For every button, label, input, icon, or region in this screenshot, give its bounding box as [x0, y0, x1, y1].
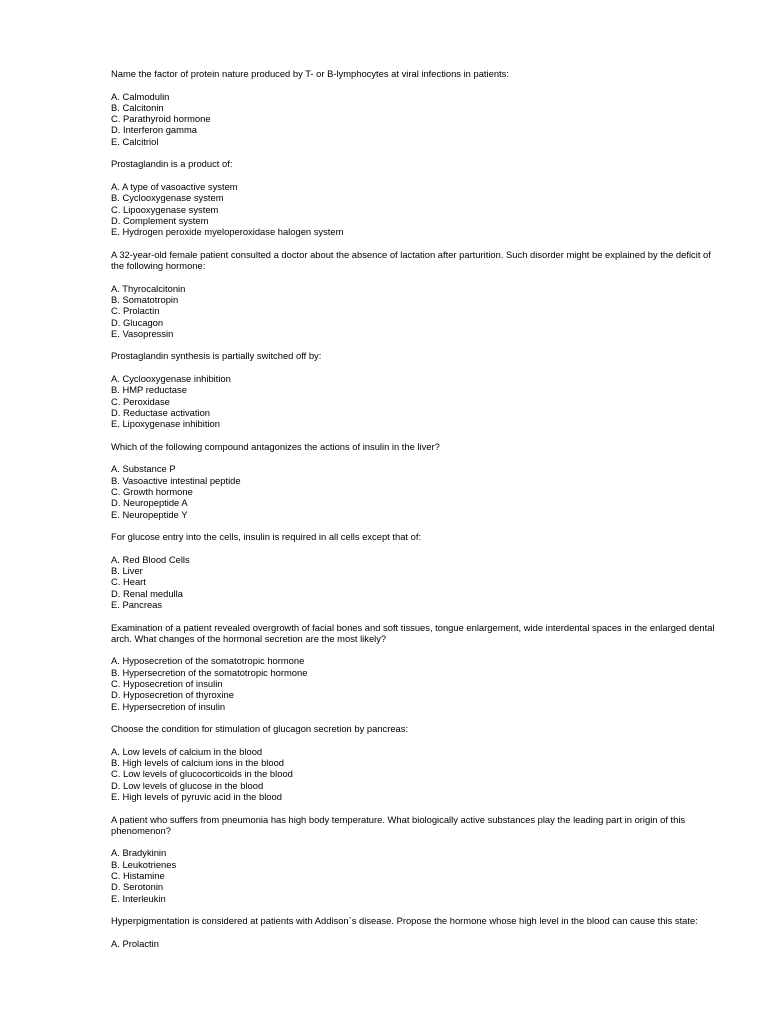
- option: E. Hypersecretion of insulin: [111, 700, 226, 712]
- option: A. Prolactin: [111, 937, 159, 949]
- option: B. Leukotrienes: [111, 858, 177, 870]
- option: C. Lipooxygenase system: [111, 203, 219, 215]
- option-list: [111, 373, 717, 429]
- option-list: [111, 655, 717, 711]
- option-list: [111, 554, 717, 610]
- option: B. High levels of calcium ions in the blood: [111, 757, 285, 769]
- option: A. A type of vasoactive system: [111, 180, 238, 192]
- option: A. Low levels of calcium in the blood: [111, 745, 263, 757]
- option: E. Calcitriol: [111, 135, 159, 147]
- option: A. Thyrocalcitonin: [111, 282, 186, 294]
- option-list: [111, 181, 717, 237]
- option: A. Substance P: [111, 463, 176, 475]
- question-4: [111, 350, 717, 429]
- option: D. Glucagon: [111, 316, 164, 328]
- option: E. Vasopressin: [111, 327, 174, 339]
- question-2: [111, 158, 717, 237]
- option: B. Cyclooxygenase system: [111, 192, 224, 204]
- option-list: [111, 847, 717, 903]
- option: A. Cyclooxygenase inhibition: [111, 373, 231, 385]
- option-list: [111, 938, 717, 949]
- option: B. Liver: [111, 565, 143, 577]
- option: D. Complement system: [111, 214, 209, 226]
- option: D. Low levels of glucose in the blood: [111, 779, 264, 791]
- question-text: Hyperpigmentation is considered at patients with Addison`s disease. Propose the hormone whose high level in the blood can cause this state:: [111, 915, 698, 927]
- question-text: A 32-year-old female patient consulted a doctor about the absence of lactation after parturition. Such disorder might be explained by the deficit of the following hormone:: [111, 248, 711, 272]
- option: D. Neuropeptide A: [111, 497, 188, 509]
- question-list: [111, 68, 717, 960]
- question-9: [111, 814, 717, 904]
- question-text: Choose the condition for stimulation of glucagon secretion by pancreas:: [111, 723, 409, 735]
- question-8: [111, 723, 717, 802]
- question-1: [111, 68, 717, 147]
- option: B. Somatotropin: [111, 293, 179, 305]
- option-list: [111, 283, 717, 339]
- option: E. Lipoxygenase inhibition: [111, 418, 220, 430]
- option: E. Pancreas: [111, 598, 163, 610]
- option: E. Neuropeptide Y: [111, 508, 188, 520]
- option: D. Hyposecretion of thyroxine: [111, 689, 234, 701]
- option: C. Prolactin: [111, 305, 160, 317]
- option: A. Bradykinin: [111, 847, 167, 859]
- option: C. Peroxidase: [111, 395, 170, 407]
- option: B. Hypersecretion of the somatotropic hormone: [111, 666, 308, 678]
- option: E. Interleukin: [111, 892, 166, 904]
- option: B. HMP reductase: [111, 384, 187, 396]
- option: C. Hyposecretion of insulin: [111, 678, 223, 690]
- question-10: [111, 915, 717, 949]
- option-list: [111, 463, 717, 519]
- option: E. Hydrogen peroxide myeloperoxidase halogen system: [111, 226, 344, 238]
- question-text: For glucose entry into the cells, insulin is required in all cells except that of:: [111, 531, 422, 543]
- option: D. Renal medulla: [111, 587, 183, 599]
- question-5: [111, 441, 717, 520]
- option: C. Growth hormone: [111, 485, 193, 497]
- question-7: [111, 622, 717, 712]
- question-text: A patient who suffers from pneumonia has high body temperature. What biologically active substances play the leading part in origin of this phenomenon?: [111, 813, 686, 836]
- question-text: Prostaglandin synthesis is partially switched off by:: [111, 350, 322, 362]
- option: C. Parathyroid hormone: [111, 113, 211, 125]
- question-text: Which of the following compound antagonizes the actions of insulin in the liver?: [111, 440, 440, 452]
- option: D. Reductase activation: [111, 406, 211, 418]
- option: E. High levels of pyruvic acid in the blood: [111, 791, 282, 802]
- option: D. Serotonin: [111, 881, 164, 893]
- option: B. Vasoactive intestinal peptide: [111, 474, 241, 486]
- question-text: Examination of a patient revealed overgrowth of facial bones and soft tissues, tongue enlargement, wide interdental spaces in the enlarged dental arch. What changes of the hormonal secretion are the most likely?: [111, 621, 715, 644]
- question-3: [111, 249, 717, 339]
- question-text: Prostaglandin is a product of:: [111, 158, 233, 170]
- question-6: [111, 531, 717, 610]
- option: D. Interferon gamma: [111, 124, 197, 136]
- option: C. Heart: [111, 576, 146, 588]
- option-list: [111, 746, 717, 802]
- option-list: [111, 91, 717, 147]
- option: A. Calmodulin: [111, 90, 170, 102]
- option: C. Histamine: [111, 870, 165, 882]
- option: A. Hyposecretion of the somatotropic hormone: [111, 655, 305, 667]
- question-text: Name the factor of protein nature produced by T- or B-lymphocytes at viral infections in patients:: [111, 68, 509, 79]
- option: B. Calcitonin: [111, 101, 164, 113]
- option: A. Red Blood Cells: [111, 553, 190, 565]
- option: C. Low levels of glucocorticoids in the blood: [111, 768, 293, 780]
